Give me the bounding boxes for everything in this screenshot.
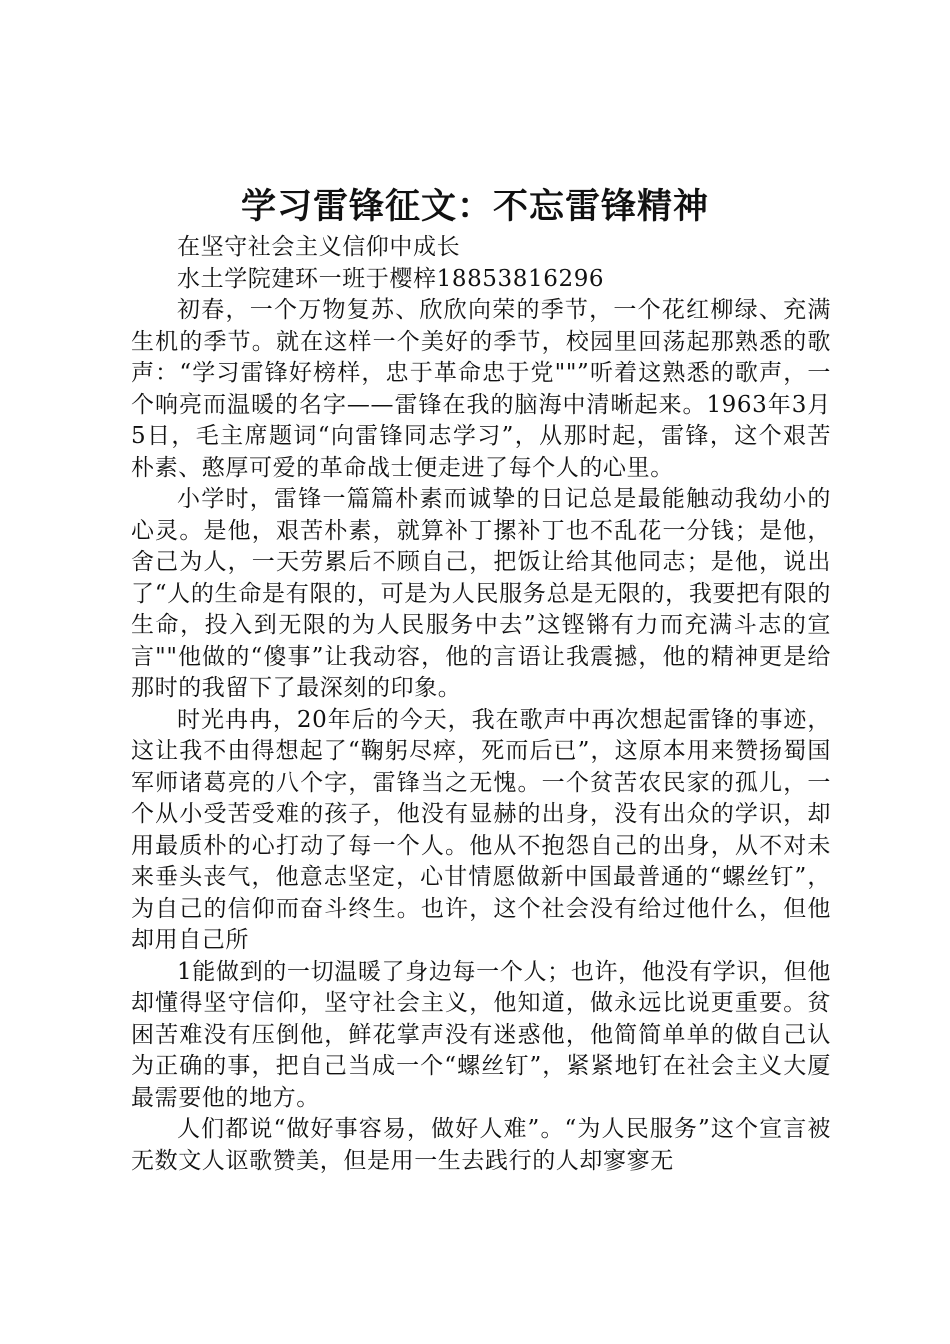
page-title: 学习雷锋征文：不忘雷锋精神 <box>240 187 709 227</box>
document-body <box>131 232 831 1177</box>
body-paragraph: 小学时，雷锋一篇篇朴素而诚挚的日记总是最能触动我幼小的心灵。是他，艰苦朴素，就算补丁摞补丁也不乱花一分钱；是他，舍己为人，一天劳累后不顾自己，把饭让给其他同志；是他，说出了“人的生命是有限的，可是为人民服务总是无限的，我要把有限的生命，投入到无限的为人民服务中去”这铿锵有力而充满斗志的宣言""他做的“傻事”让我动容，他的言语让我震撼，他的精神更是给那时的我留下了最深刻的印象。 <box>131 486 831 701</box>
body-paragraph: 时光冉冉，20年后的今天，我在歌声中再次想起雷锋的事迹，这让我不由得想起了“鞠躬尽瘁，死而后已”，这原本用来赞扬蜀国军师诸葛亮的八个字，雷锋当之无愧。一个贫苦农民家的孤儿，一个从小受苦受难的孩子，他没有显赫的出身，没有出众的学识，却用最质朴的心打动了每一个人。他从不抱怨自己的出身，从不对未来垂头丧气，他意志坚定，心甘情愿做新中国最普通的“螺丝钉”，为自己的信仰而奋斗终生。也许，这个社会没有给过他什么，但他却用自己所 <box>131 706 831 953</box>
body-paragraph: 初春，一个万物复苏、欣欣向荣的季节，一个花红柳绿、充满生机的季节。就在这样一个美好的季节，校园里回荡起那熟悉的歌声：“学习雷锋好榜样，忠于革命忠于党""”听着这熟悉的歌声，一个响亮而温暖的名字——雷锋在我的脑海中清晰起来。1963年3月5日，毛主席题词“向雷锋同志学习”，从那时起，雷锋，这个艰苦朴素、憨厚可爱的革命战士便走进了每个人的心里。 <box>131 297 831 481</box>
body-paragraph: 1能做到的一切温暖了身边每一个人；也许，他没有学识，但他却懂得坚守信仰，坚守社会主义，他知道，做永远比说更重要。贫困苦难没有压倒他，鲜花掌声没有迷惑他，他简简单单的做自己认为正确的事，把自己当成一个“螺丝钉”，紧紧地钉在社会主义大厦最需要他的地方。 <box>131 958 831 1111</box>
subtitle-line: 在坚守社会主义信仰中成长 <box>177 234 461 260</box>
author-line: 水土学院建环一班于樱梓18853816296 <box>177 265 605 292</box>
body-paragraph: 人们都说“做好事容易，做好人难”。“为人民服务”这个宣言被无数文人讴歌赞美，但是用一生去践行的人却寥寥无 <box>131 1116 831 1174</box>
